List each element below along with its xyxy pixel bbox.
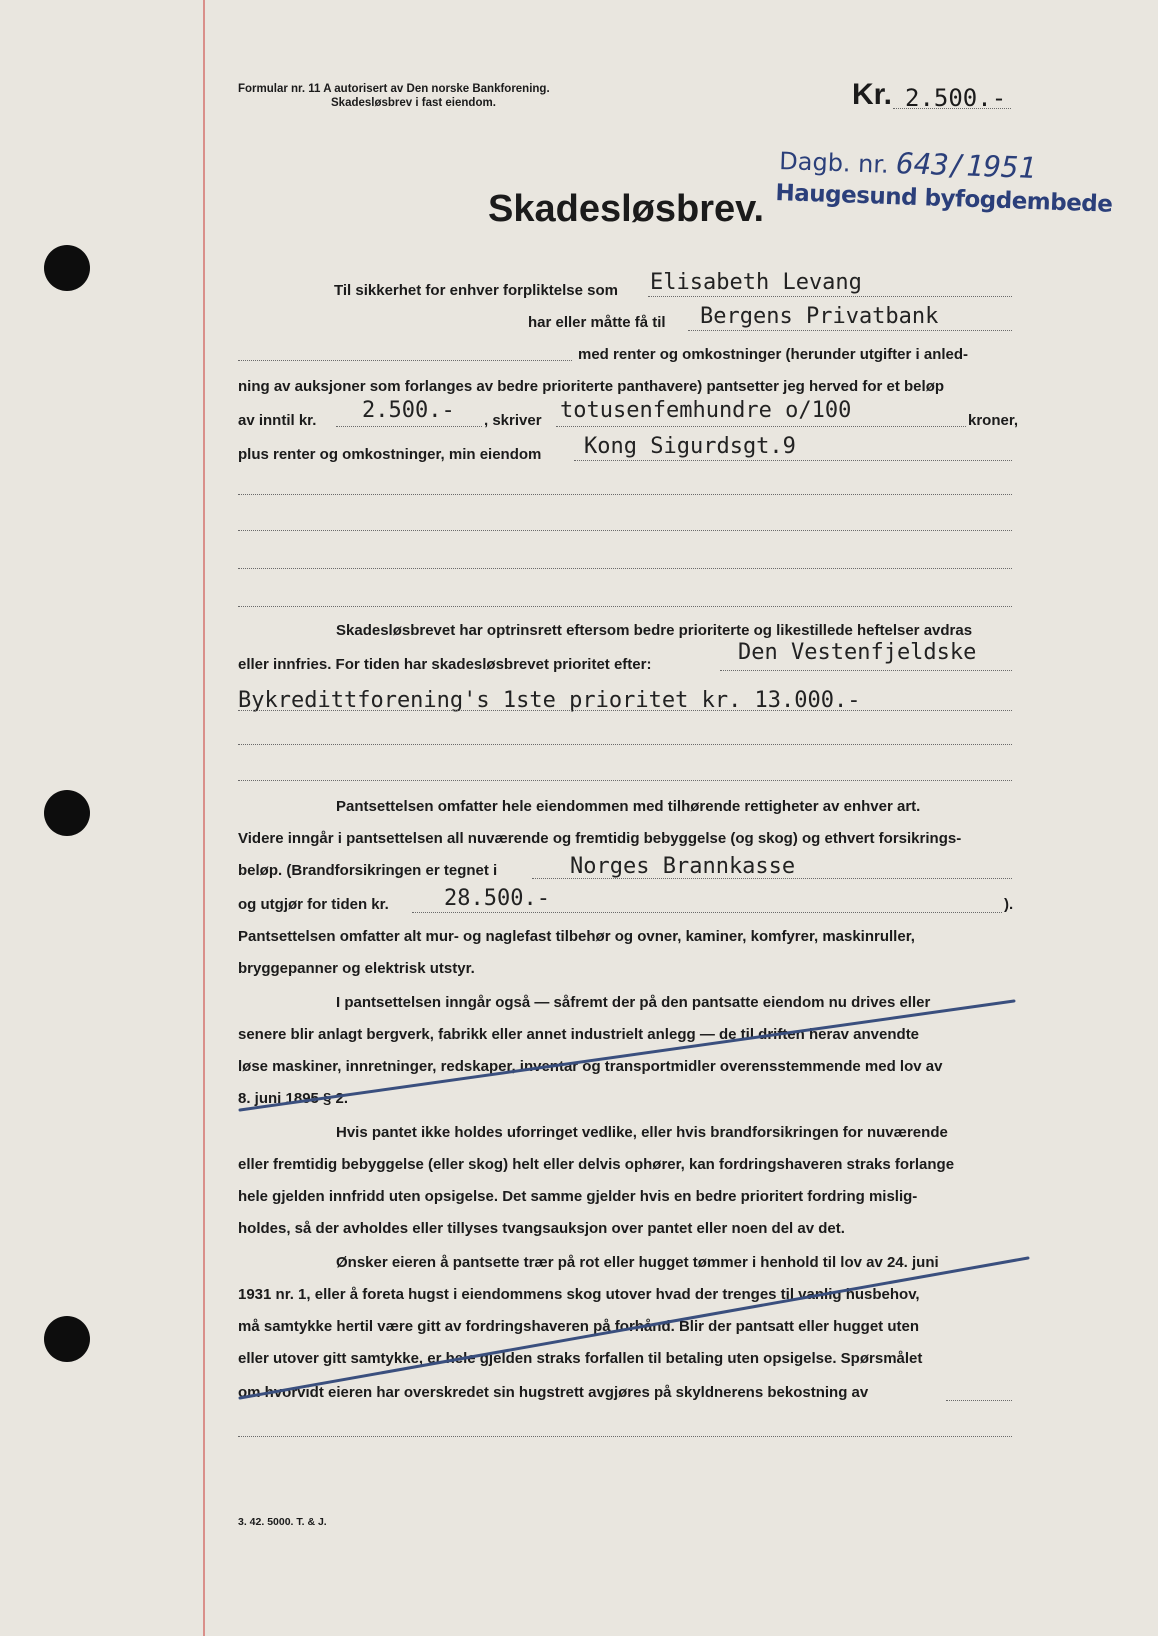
- para6-line1: Ønsker eieren å pantsette trær på rot eller hugget tømmer i henhold til lov av 24. juni: [336, 1254, 939, 1271]
- line-5-end: kroner,: [968, 412, 1019, 429]
- line-2-text: har eller måtte få til: [528, 314, 666, 331]
- insured-amount: 28.500.-: [444, 886, 550, 911]
- amount-words: totusenfemhundre o/100: [560, 398, 852, 423]
- para3-line6: bryggepanner og elektrisk utstyr.: [238, 960, 475, 977]
- para5-line1: Hvis pantet ikke holdes uforringet vedlike, eller hvis brandforsikringen for nuværende: [336, 1124, 948, 1141]
- strike-line-section4: [240, 1001, 1014, 1110]
- strike-line-section6: [240, 1258, 1028, 1398]
- para4-line3: løse maskiner, innretninger, redskaper, inventar og transportmidler overensstemmende med lov av: [238, 1058, 943, 1075]
- line-3-text: med renter og omkostninger (herunder utgifter i anled-: [578, 346, 969, 363]
- para4-line4: 8. juni 1895 § 2.: [238, 1090, 349, 1107]
- para3-line4-end: ).: [1004, 896, 1014, 913]
- para6-line4: eller utover gitt samtykke, er hele gjelden straks forfallen til betaling uten opsigelse. Spørsmålet: [238, 1350, 923, 1367]
- para5-line2: eller fremtidig bebyggelse (eller skog) helt eller delvis ophører, kan fordringshaveren straks forlange: [238, 1156, 955, 1173]
- office-stamp: Haugesund byfogdembede: [775, 180, 1113, 218]
- priority-line2: Bykredittforening's 1ste prioritet kr. 13.000.-: [238, 688, 861, 713]
- line-6-text: plus renter og omkostninger, min eiendom: [238, 446, 542, 463]
- property-address: Kong Sigurdsgt.9: [584, 434, 796, 459]
- para3-line2: Videre inngår i pantsettelsen all nuværende og fremtidig bebyggelse (og skog) og ethvert forsikrings-: [238, 830, 962, 847]
- printer-footer: 3. 42. 5000. T. & J.: [238, 1516, 327, 1528]
- page-title: Skadesløsbrev.: [488, 188, 765, 230]
- diary-stamp-number: 643/1951: [895, 146, 1037, 185]
- creditor-name: Bergens Privatbank: [700, 304, 939, 329]
- para5-line4: holdes, så der avholdes eller tillyses tvangsauksjon over pantet eller noen del av det.: [238, 1220, 845, 1237]
- amount-figures: 2.500.-: [362, 398, 455, 423]
- para2-line1: Skadesløsbrevet har optrinsrett eftersom bedre prioriterte og likestillede heftelser avdras: [336, 622, 973, 639]
- form-header-line2: Skadesløsbrev i fast eiendom.: [331, 97, 496, 109]
- para2-line2: eller innfries. For tiden har skadesløsbrevet prioritet efter:: [238, 656, 652, 673]
- form-header-line1: Formular nr. 11 A autorisert av Den norske Bankforening.: [238, 83, 550, 95]
- line-5-middle: , skriver: [484, 412, 542, 429]
- para6-line2: 1931 nr. 1, eller å foreta hugst i eiendommens skog utover hvad der trenges til vanlig husbehov,: [238, 1286, 920, 1303]
- priority-line1: Den Vestenfjeldske: [738, 640, 977, 665]
- para4-line2: senere blir anlagt bergverk, fabrikk eller annet industrielt anlegg — de til driften herav anvendte: [238, 1026, 920, 1043]
- kr-label: Kr.: [852, 78, 893, 111]
- para3-line4: og utgjør for tiden kr.: [238, 896, 389, 913]
- kr-amount: 2.500.-: [905, 84, 1007, 112]
- para3-line3: beløp. (Brandforsikringen er tegnet i: [238, 862, 498, 879]
- para3-line5: Pantsettelsen omfatter alt mur- og naglefast tilbehør og ovner, kaminer, komfyrer, maskinruller,: [238, 928, 915, 945]
- line-1-text: Til sikkerhet for enhver forpliktelse som: [334, 282, 618, 299]
- insurer-name: Norges Brannkasse: [570, 854, 796, 879]
- para6-line5: om hvorvidt eieren har overskredet sin hugstrett avgjøres på skyldnerens bekostning av: [238, 1384, 869, 1401]
- line-5-start: av inntil kr.: [238, 412, 317, 429]
- para4-line1: I pantsettelsen inngår også — såfremt der på den pantsatte eiendom nu drives eller: [336, 994, 931, 1011]
- diary-stamp-label: Dagb. nr.: [778, 146, 890, 179]
- debtor-name: Elisabeth Levang: [650, 270, 862, 295]
- para5-line3: hele gjelden innfridd uten opsigelse. Det samme gjelder hvis en bedre prioritert fordring mislig-: [238, 1188, 918, 1205]
- para6-line3: må samtykke hertil være gitt av fordringshaveren på forhånd. Blir der pantsatt eller hugget uten: [238, 1318, 919, 1335]
- para3-line1: Pantsettelsen omfatter hele eiendommen med tilhørende rettigheter av enhver art.: [336, 798, 921, 815]
- line-4-text: ning av auksjoner som forlanges av bedre prioriterte panthavere) pantsetter jeg herved for et beløp: [238, 378, 945, 395]
